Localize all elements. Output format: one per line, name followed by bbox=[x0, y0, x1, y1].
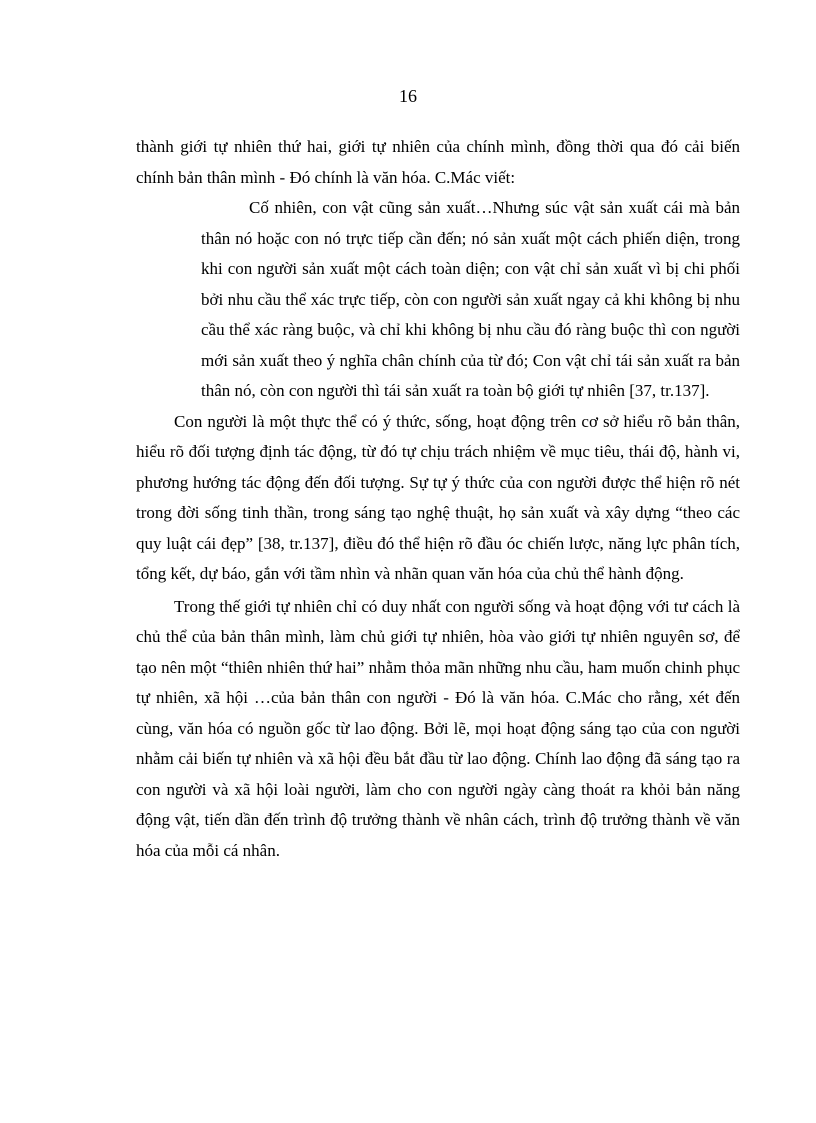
document-body bbox=[136, 132, 740, 866]
paragraph-labor-origin: Trong thế giới tự nhiên chỉ có duy nhất con người sống và hoạt động với tư cách là chủ thể của bản thân mình, làm chủ giới tự nhiên, hòa vào giới tự nhiên nguyên sơ, để tạo nên một “thiên nhiên thứ hai” nhằm thỏa mãn những nhu cầu, ham muốn chinh phục tự nhiên, xã hội …của bản thân con người - Đó là văn hóa. C.Mác cho rằng, xét đến cùng, văn hóa có nguồn gốc từ lao động. Bởi lẽ, mọi hoạt động sáng tạo của con người nhằm cải biến tự nhiên và xã hội đều bắt đầu từ lao động. Chính lao động đã sáng tạo ra con người và xã hội loài người, làm cho con người ngày càng thoát ra khỏi bản năng động vật, tiến dần đến trình độ trưởng thành về nhân cách, trình độ trưởng thành về văn hóa của mỗi cá nhân. bbox=[136, 596, 740, 860]
page-number: 16 bbox=[399, 86, 417, 106]
paragraph-self-consciousness: Con người là một thực thể có ý thức, sống, hoạt động trên cơ sở hiểu rõ bản thân, hiểu rõ đối tượng định tác động, từ đó tự chịu trách nhiệm về mục tiêu, thái độ, hành vi, phương hướng tác động đến đối tượng. Sự tự ý thức của con người được thể hiện rõ nét trong đời sống tinh thần, trong sáng tạo nghệ thuật, họ sản xuất và xây dựng “theo các quy luật cái đẹp” [38, tr.137], điều đó thể hiện rõ đầu óc chiến lược, năng lực phân tích, tổng kết, dự báo, gắn với tầm nhìn và nhãn quan văn hóa của chủ thể hành động. bbox=[136, 411, 740, 583]
block-quote: Cố nhiên, con vật cũng sản xuất…Nhưng súc vật sản xuất cái mà bản thân nó hoặc con nó trực tiếp cần đến; nó sản xuất một cách phiến diện, trong khi con người sản xuất một cách toàn diện; con vật chỉ sản xuất vì bị chi phối bởi nhu cầu thể xác trực tiếp, còn con người sản xuất ngay cả khi không bị nhu cầu thể xác ràng buộc, và chỉ khi không bị nhu cầu đó ràng buộc thì con người mới sản xuất theo ý nghĩa chân chính của từ đó; Con vật chỉ tái sản xuất ra bản thân nó, còn con người thì tái sản xuất ra toàn bộ giới tự nhiên [37, tr.137]. bbox=[201, 198, 740, 400]
paragraph-continuation: thành giới tự nhiên thứ hai, giới tự nhiên của chính mình, đồng thời qua đó cải biến chính bản thân mình - Đó chính là văn hóa. C.Mác viết: bbox=[136, 137, 740, 187]
